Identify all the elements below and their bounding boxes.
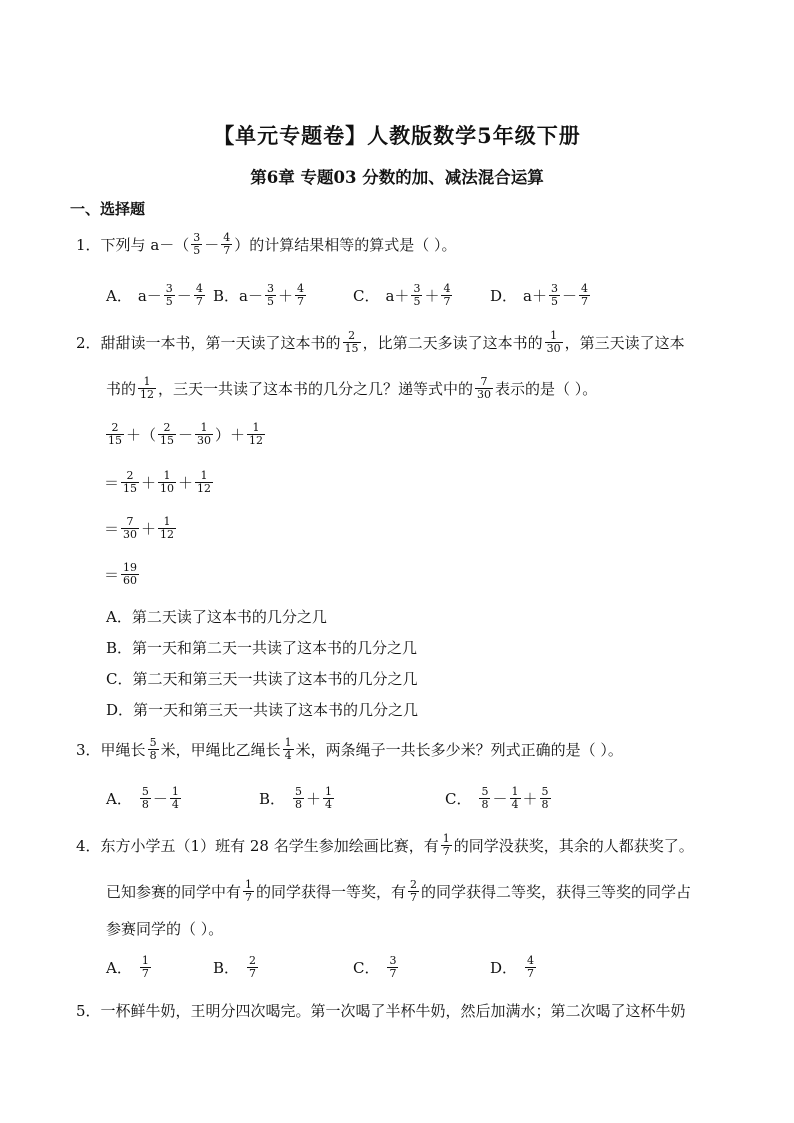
fraction: $\frac{2}{15}$ (160, 421, 175, 447)
q2-option-c[interactable]: C．第二天和第三天一共读了这本书的几分之几 (106, 670, 418, 688)
fraction: $\frac{7}{30}$ (477, 375, 492, 401)
fraction: $\frac{3}{5}$ (266, 282, 274, 308)
fraction: $\frac{1}{10}$ (160, 469, 175, 495)
q4-option-d[interactable]: D． $\frac{4}{7}$ (490, 954, 535, 980)
fraction: $\frac{5}{8}$ (295, 785, 303, 811)
fraction: $\frac{1}{12}$ (140, 375, 155, 401)
question-number: 5． (76, 1002, 101, 1020)
fraction: $\frac{1}{12}$ (249, 421, 264, 447)
fraction: $\frac{1}{30}$ (197, 421, 212, 447)
q3-option-a[interactable]: A． $\frac{5}{8}$ － $\frac{1}{4}$ (106, 785, 179, 811)
equation-step-1: $\frac{2}{15}$ ＋（ $\frac{2}{15}$ － $\frac{1}{30}$ ）＋ $\frac{1}{12}$ (108, 421, 264, 447)
question-4-cont-2: 参赛同学的（ ）。 (106, 920, 224, 938)
question-2-cont: 书的 $\frac{1}{12}$ ，三天一共读了这本书的几分之几？递等式中的 $\frac{7}{30}$ 表示的是（ ）。 (106, 375, 598, 401)
question-3: 3． 甲绳长 $\frac{5}{8}$ 米，甲绳比乙绳长 $\frac{1}{4}$ 米，两条绳子一共长多少米？列式正确的是（ ）。 (76, 736, 623, 762)
question-text: ）的计算结果相等的算式是（ ）。 (234, 236, 457, 254)
fraction: $\frac{4}{7}$ (195, 282, 203, 308)
fraction: $\frac{4}{7}$ (581, 282, 588, 308)
fraction: $\frac{2}{15}$ (123, 469, 138, 495)
fraction: $\frac{1}{4}$ (325, 785, 333, 811)
question-number: 2． (76, 334, 101, 352)
question-4-cont: 已知参赛的同学中有 $\frac{1}{7}$ 的同学获得一等奖，有 $\frac{2}{7}$ 的同学获得二等奖，获得三等奖的同学占 (106, 878, 692, 904)
question-number: 1． (76, 236, 101, 254)
question-1: 1． 下列与 a－（ $\frac{3}{5}$ － $\frac{4}{7}$ ）的计算结果相等的算式是（ ）。 (76, 231, 457, 257)
q2-option-b[interactable]: B．第一天和第二天一共读了这本书的几分之几 (106, 639, 418, 657)
question-2: 2． 甜甜读一本书，第一天读了这本书的 $\frac{2}{15}$ ，比第二天多读了这本书的 $\frac{1}{30}$ ，第三天读了这本 (76, 329, 685, 355)
fraction: $\frac{3}{5}$ (165, 282, 173, 308)
q1-option-a[interactable]: A． a－ $\frac{3}{5}$ － $\frac{4}{7}$ (106, 282, 203, 308)
fraction: $\frac{7}{30}$ (123, 515, 138, 541)
fraction: $\frac{4}{7}$ (297, 282, 304, 308)
fraction: $\frac{1}{12}$ (197, 469, 212, 495)
q4-option-c[interactable]: C． $\frac{3}{7}$ (353, 954, 397, 980)
equation-step-2: ＝ $\frac{2}{15}$ ＋ $\frac{1}{10}$ ＋ $\frac{1}{12}$ (104, 469, 212, 495)
q3-option-c[interactable]: C． $\frac{5}{8}$ － $\frac{1}{4}$ ＋ $\frac{5}{8}$ (445, 785, 549, 811)
question-number: 3． (76, 741, 101, 759)
q1-option-c[interactable]: C． a＋ $\frac{3}{5}$ ＋ $\frac{4}{7}$ (353, 282, 451, 308)
fraction: $\frac{4}{7}$ (527, 954, 535, 980)
q1-option-d[interactable]: D． a＋ $\frac{3}{5}$ － $\frac{4}{7}$ (490, 282, 588, 308)
page-subtitle: 第6章 专题03 分数的加、减法混合运算 (250, 168, 544, 187)
fraction: $\frac{1}{7}$ (141, 954, 149, 980)
fraction: $\frac{1}{12}$ (160, 515, 175, 541)
fraction: $\frac{2}{15}$ (344, 329, 359, 355)
question-5: 5． 一杯鲜牛奶，王明分四次喝完。第一次喝了半杯牛奶，然后加满水；第二次喝了这杯牛奶 (76, 1002, 686, 1020)
fraction: $\frac{1}{7}$ (442, 832, 450, 858)
q3-option-b[interactable]: B． $\frac{5}{8}$ ＋ $\frac{1}{4}$ (259, 785, 333, 811)
q2-option-d[interactable]: D．第一天和第三天一共读了这本书的几分之几 (106, 701, 419, 719)
fraction: $\frac{5}{8}$ (141, 785, 149, 811)
fraction: $\frac{1}{4}$ (284, 736, 292, 762)
question-number: 4． (76, 837, 101, 855)
fraction: $\frac{4}{7}$ (443, 282, 451, 308)
fraction: $\frac{1}{7}$ (245, 878, 253, 904)
q1-option-b[interactable]: B． a－ $\frac{3}{5}$ ＋ $\frac{4}{7}$ (213, 282, 304, 308)
fraction: $\frac{3}{7}$ (389, 954, 397, 980)
fraction: $\frac{2}{7}$ (249, 954, 257, 980)
question-text: 下列与 a－（ (100, 236, 190, 254)
q4-option-b[interactable]: B． $\frac{2}{7}$ (213, 954, 257, 980)
fraction: $\frac{1}{30}$ (546, 329, 561, 355)
fraction: $\frac{3}{5}$ (413, 282, 421, 308)
fraction: $\frac{19}{60}$ (123, 561, 138, 587)
fraction: $\frac{1}{4}$ (511, 785, 519, 811)
fraction: $\frac{2}{15}$ (108, 421, 122, 447)
fraction: $\frac{2}{7}$ (410, 878, 418, 904)
fraction: $\frac{5}{8}$ (149, 736, 157, 762)
fraction: $\frac{3}{5}$ (193, 231, 201, 257)
fraction: $\frac{5}{8}$ (541, 785, 549, 811)
question-4: 4． 东方小学五（1）班有 28 名学生参加绘画比赛，有 $\frac{1}{7}$ 的同学没获奖，其余的人都获奖了。 (76, 832, 694, 858)
q2-option-a[interactable]: A．第二天读了这本书的几分之几 (106, 608, 327, 626)
page-title: 【单元专题卷】人教版数学5年级下册 (213, 123, 581, 148)
fraction: $\frac{5}{8}$ (481, 785, 489, 811)
fraction: $\frac{1}{4}$ (171, 785, 179, 811)
fraction: $\frac{4}{7}$ (223, 231, 231, 257)
equation-step-3: ＝ $\frac{7}{30}$ ＋ $\frac{1}{12}$ (104, 515, 175, 541)
section-heading: 一、选择题 (70, 200, 146, 218)
equation-step-4: ＝ $\frac{19}{60}$ (104, 561, 138, 587)
fraction: $\frac{3}{5}$ (550, 282, 558, 308)
q4-option-a[interactable]: A． $\frac{1}{7}$ (106, 954, 149, 980)
